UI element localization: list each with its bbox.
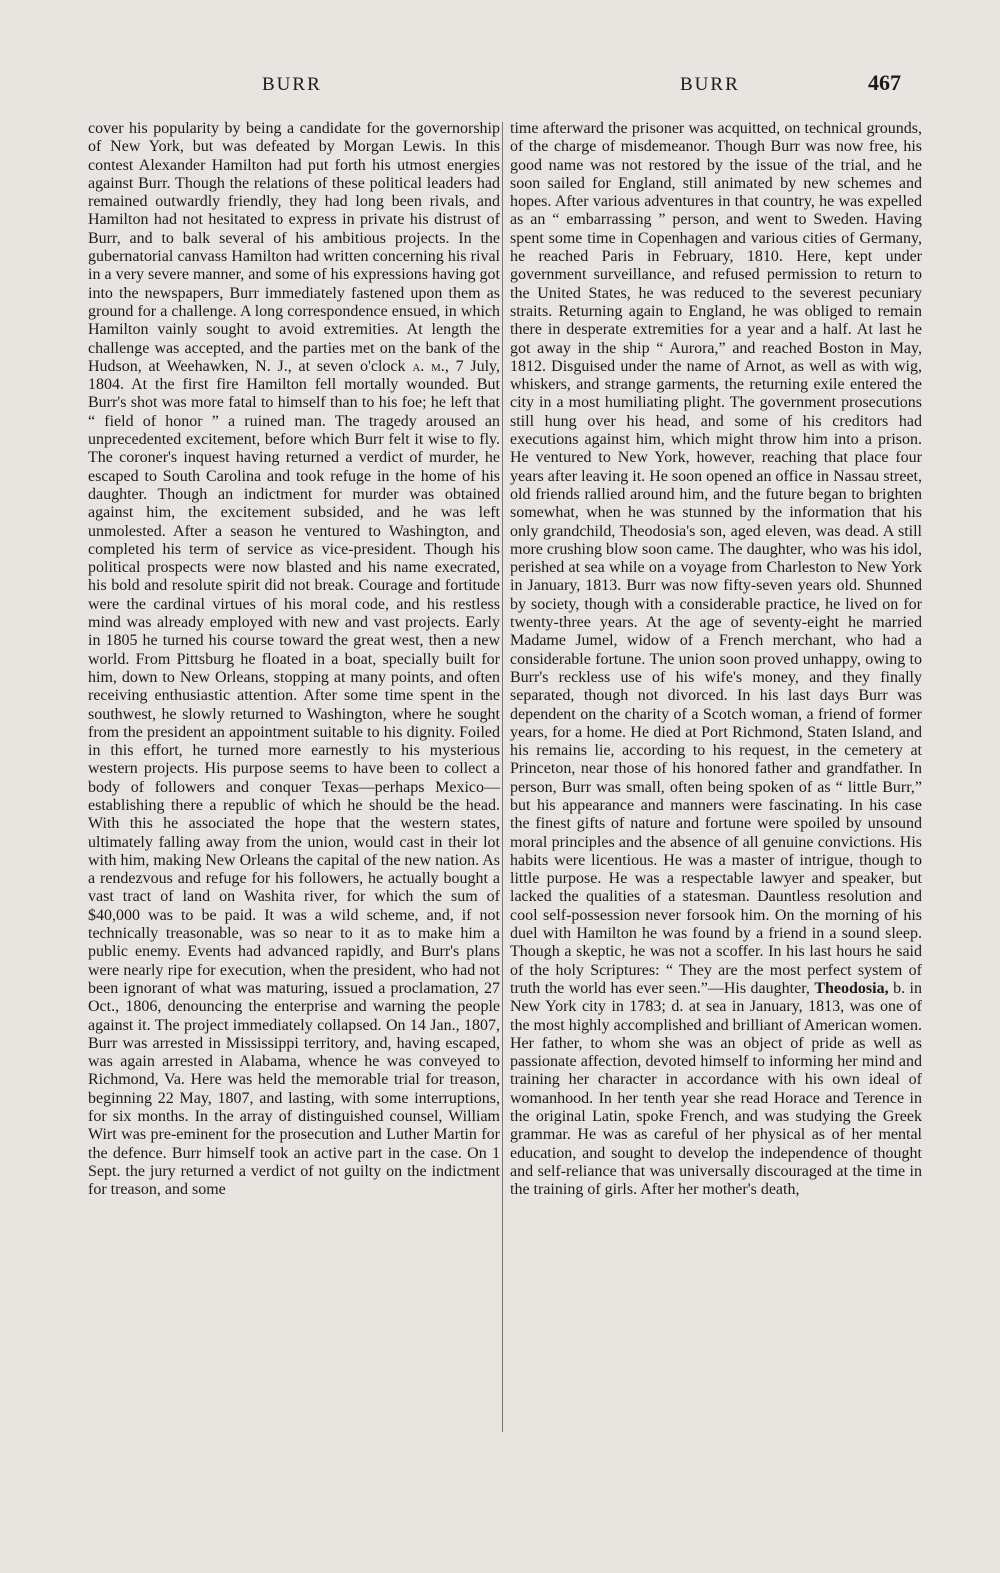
header-right-title: BURR — [680, 74, 740, 95]
right-text-part-a: time afterward the prisoner was acquitted, on technical grounds, of the charge of misdemeanor. Though Burr was now free, his good name was not restored by the issue of the trial, and he soon sailed for England, still animated by new schemes and hopes. After various adventures in that country, he was expelled as an “ embarrassing ” person, and went to Sweden. Having spent some time in Copenhagen and various cities of Germany, he reached Paris in February, 1810. Here, kept under government surveillance, and refused permission to return to the United States, he was reduced to the severest pecuniary straits. Returning again to England, he was obliged to remain there in desperate extremities for a year and a half. At last he got away in the ship “ Aurora,” and reached Boston in May, 1812. Disguised under the name of Arnot, as well as with wig, whiskers, and strange garments, the returning exile entered the city in a most humiliating plight. The government prosecutions still hung over his head, and some of his creditors had executions against him, which might throw him into a prison. He ventured to New York, however, reaching that place four years after leaving it. He soon opened an office in Nassau street, old friends rallied around him, and the future began to brighten somewhat, when he was stunned by the information that his only grandchild, Theodosia's son, aged eleven, was dead. A still more crushing blow soon came. The daughter, who was his idol, perished at sea while on a voyage from Charleston to New York in January, 1813. Burr was now fifty-seven years old. Shunned by society, though with a considerable practice, he lived on for twenty-three years. At the age of seventy-eight he married Madame Jumel, widow of a French merchant, who had a considerable fortune. The union soon proved unhappy, owing to Burr's reckless use of his wife's money, and they finally separated, though not divorced. In his last days Burr was dependent on the charity of a Scotch woman, a friend of former years, for a home. He died at Port Richmond, Staten Island, and his remains lie, according to his request, in the cemetery at Princeton, near those of his honored father and grandfather. In person, Burr was small, often being spoken of as “ little Burr,” but his appearance and manners were fascinating. In his case the finest gifts of nature and fortune were spoiled by unsound moral principles and the absence of all genuine convictions. His habits were licentious. He was a master of intrigue, though to little purpose. He was a respectable lawyer and speaker, but lacked the qualities of a statesman. Dauntless resolution and cool self-possession never forsook him. On the morning of his duel with Hamilton he was found by a friend in a sound sleep. Though a skeptic, he was not a scoffer. In his last hours he said of the holy Scriptures: “ They are the most perfect system of truth the world has ever seen.”—His daughter, — [510, 120, 922, 997]
column-divider — [502, 122, 503, 1432]
page-number: 467 — [868, 70, 901, 95]
right-text-part-b: b. in New York city in 1783; d. at sea in January, 1813, was one of the most highly accomplished and brilliant of American women. Her father, to whom she was an object of pride as well as passionate affection, devoted himself to informing her mind and training her character in accordance with his own ideal of womanhood. In her tenth year she read Horace and Terence in the original Latin, spoke French, and was studying the Greek grammar. He was as careful of her physical as of her mental education, and sought to develop the independence of thought and self-reliance that was universally discouraged at the time in the training of girls. After her mother's death, — [510, 979, 922, 1199]
header-left-title: BURR — [262, 74, 322, 95]
right-column-paragraph — [510, 120, 922, 1200]
running-header — [0, 70, 1000, 102]
left-column-paragraph — [88, 120, 500, 1200]
right-column — [510, 120, 922, 1200]
time-abbreviation: a. m. — [412, 357, 445, 375]
left-column — [88, 120, 500, 1200]
entry-name-theodosia: Theodosia, — [814, 979, 889, 997]
left-text-part-a: cover his popularity by being a candidate for the governorship of New York, but was defeated by Morgan Lewis. In this contest Alexander Hamilton had put forth his utmost energies against Burr. Though the relations of these political leaders had remained outwardly friendly, they had long been rivals, and Hamilton had not hesitated to express in private his distrust of Burr, and to balk several of his ambitious projects. In the gubernatorial canvass Hamilton had written concerning his rival in a very severe manner, and some of his expressions having got into the newspapers, Burr immediately fastened upon them as ground for a challenge. A long correspondence ensued, in which Hamilton vainly sought to avoid extremities. At length the challenge was accepted, and the parties met on the bank of the Hudson, at Weehawken, N. J., at seven o'clock — [88, 120, 500, 375]
left-text-part-b: , 7 July, 1804. At the first fire Hamilton fell mortally wounded. But Burr's shot was more fatal to himself than to his foe; he left that “ field of honor ” a ruined man. The tragedy aroused an unprecedented excitement, before which Burr felt it wise to fly. The coroner's inquest having returned a verdict of murder, he escaped to South Carolina and took refuge in the home of his daughter. Though an indictment for murder was obtained against him, the excitement subsided, and he was left unmolested. After a season he ventured to Washington, and completed his term of service as vice-president. Though his political prospects were now blasted and his name execrated, his bold and resolute spirit did not break. Courage and fortitude were the cardinal virtues of his moral code, and his restless mind was already employed with new and vast projects. Early in 1805 he turned his course toward the great west, then a new world. From Pittsburg he floated in a boat, specially built for him, down to New Orleans, stopping at many points, and often receiving enthusiastic attention. After some time spent in the southwest, he slowly returned to Washington, where he sought from the president an appointment suitable to his dignity. Foiled in this effort, he turned more earnestly to his mysterious western projects. His purpose seems to have been to collect a body of followers and conquer Texas—perhaps Mexico—establishing there a republic of which he should be the head. With this he associated the hope that the western states, ultimately falling away from the union, would cast in their lot with him, making New Orleans the capital of the new nation. As a rendezvous and refuge for his followers, he actually bought a vast tract of land on Washita river, for which the sum of $40,000 was to be paid. It was a wild scheme, and, if not technically treasonable, was so near to it as to make him a public enemy. Events had advanced rapidly, and Burr's plans were nearly ripe for execution, when the president, who had not been ignorant of what was maturing, issued a proclamation, 27 Oct., 1806, denouncing the enterprise and warning the people against it. The project immediately collapsed. On 14 Jan., 1807, Burr was arrested in Mississippi territory, and, having escaped, was again arrested in Alabama, whence he was conveyed to Richmond, Va. Here was held the memorable trial for treason, beginning 22 May, 1807, and lasting, with some interruptions, for six months. In the array of distinguished counsel, William Wirt was pre-eminent for the prosecution and Luther Martin for the defence. Burr himself took an active part in the case. On 1 Sept. the jury returned a verdict of not guilty on the indictment for treason, and some — [88, 357, 500, 1199]
